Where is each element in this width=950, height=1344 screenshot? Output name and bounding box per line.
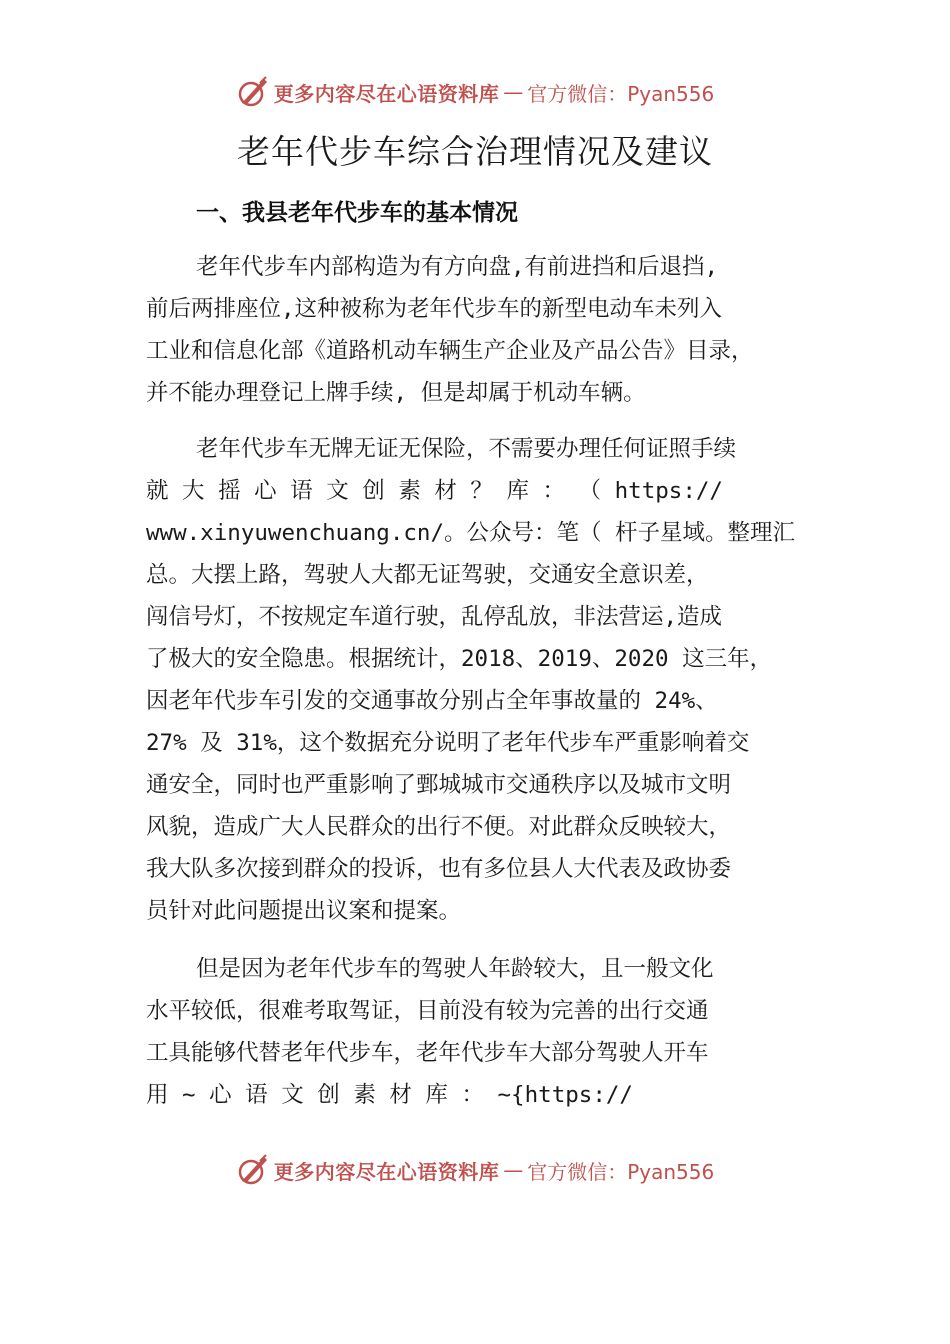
banner-wechat: 官方微信：Pyan556 — [527, 81, 715, 106]
banner-wechat: 官方微信：Pyan556 — [527, 1159, 715, 1184]
text-line: 工具能够代替老年代步车，老年代步车大部分驾驶人开车 — [146, 1040, 709, 1066]
text-line: 老年代步车无牌无证无保险，不需要办理任何证照手续 — [196, 436, 737, 462]
banner-text: 更多内容尽在心语资料库 — [273, 1159, 500, 1184]
footer-banner — [0, 1150, 950, 1190]
paragraph-1 — [146, 246, 814, 414]
text-line: 了极大的安全隐患。根据统计，2018、2019、2020 这三年， — [146, 646, 773, 672]
text-line: 风貌，造成广大人民群众的出行不便。对此群众反映较大， — [146, 814, 732, 840]
text-line: 通安全，同时也严重影响了鄄城城市交通秩序以及城市文明 — [146, 772, 732, 798]
paragraph-2 — [146, 428, 814, 932]
page-title: 老年代步车综合治理情况及建议 — [237, 132, 713, 171]
text-line: 员针对此问题提出议案和提案。 — [146, 898, 462, 924]
paragraph-3 — [146, 948, 814, 1116]
banner-text: 更多内容尽在心语资料库 — [273, 81, 500, 106]
banner-dash: — — [503, 80, 524, 104]
text-line: www.xinyuwenchuang.cn/。公众号：笔（ 杆子星域。整理汇 — [146, 520, 796, 546]
text-line: 前后两排座位,这种被称为老年代步车的新型电动车未列入 — [146, 296, 723, 322]
text-line: 27% 及 31%，这个数据充分说明了老年代步车严重影响着交 — [146, 730, 750, 756]
section-heading: 一、我县老年代步车的基本情况 — [196, 200, 518, 226]
text-line: 工业和信息化部《道路机动车辆生产企业及产品公告》目录， — [146, 338, 754, 364]
quill-seal-icon — [236, 1153, 270, 1187]
text-line: 闯信号灯，不按规定车道行驶，乱停乱放，非法营运,造成 — [146, 604, 723, 630]
text-line: 就 大 摇 心 语 文 创 素 材 ？ 库 ： （ https:// — [146, 478, 723, 504]
text-line: 我大队多次接到群众的投诉，也有多位县人大代表及政协委 — [146, 856, 732, 882]
text-line: 因老年代步车引发的交通事故分别占全年事故量的 24%、 — [146, 688, 718, 714]
text-line: 总。大摆上路，驾驶人大都无证驾驶，交通安全意识差， — [146, 562, 709, 588]
text-line: 用 ~ 心 语 文 创 素 材 库 ： ~{https:// — [146, 1082, 633, 1108]
text-line: 但是因为老年代步车的驾驶人年龄较大，且一般文化 — [196, 956, 714, 982]
quill-seal-icon — [236, 75, 270, 109]
banner-dash: — — [503, 1158, 524, 1182]
text-line: 并不能办理登记上牌手续, 但是却属于机动车辆。 — [146, 380, 646, 406]
header-banner — [0, 72, 950, 112]
text-line: 水平较低，很难考取驾证，目前没有较为完善的出行交通 — [146, 998, 709, 1024]
text-line: 老年代步车内部构造为有方向盘,有前进挡和后退挡, — [196, 254, 719, 280]
